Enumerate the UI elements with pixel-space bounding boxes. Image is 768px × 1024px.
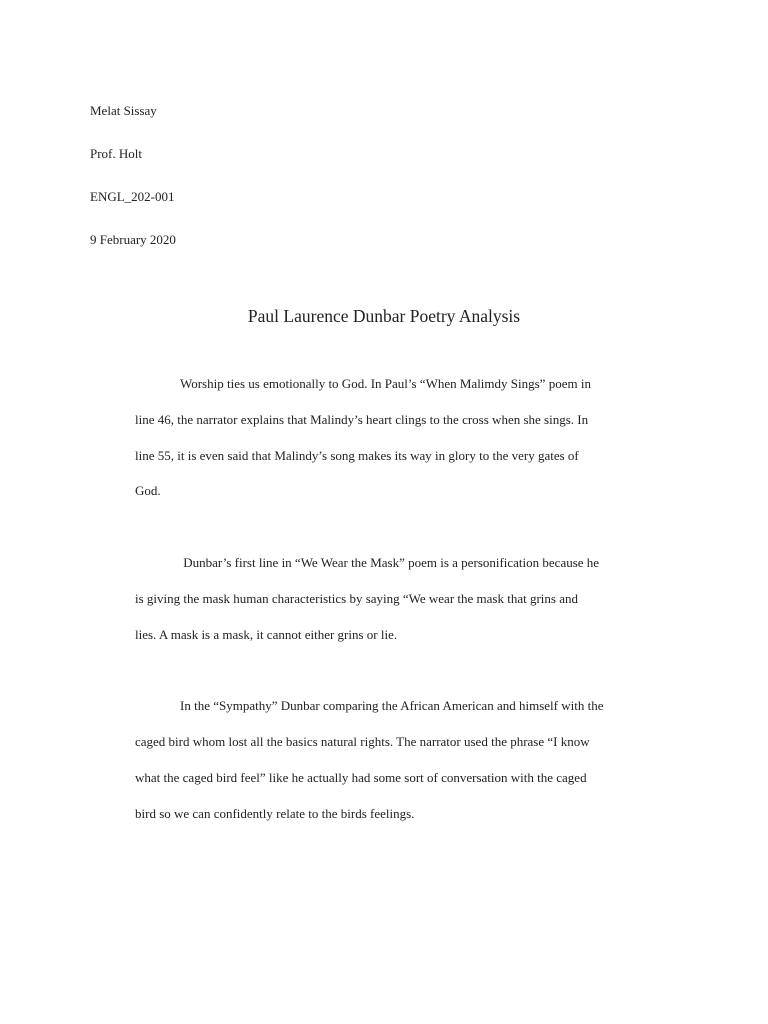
paragraph-line: line 46, the narrator explains that Malindy’s heart clings to the cross when she sings. In (135, 411, 589, 427)
paragraph-line: Worship ties us emotionally to God. In Paul’s “When Malimdy Sings” poem in (180, 376, 591, 391)
document-title: Paul Laurence Dunbar Poetry Analysis (247, 306, 521, 326)
paragraph-1 (135, 366, 683, 509)
header-block (90, 89, 690, 261)
author-name: Melat Sissay (90, 103, 157, 118)
paragraph-line: lies. A mask is a mask, it cannot either grins or lie. (135, 626, 398, 642)
paragraph-line: Dunbar’s first line in “We Wear the Mask” poem is a personification because he (180, 554, 600, 570)
paragraph-spacer (135, 509, 683, 545)
paragraph-line: In the “Sympathy” Dunbar comparing the African American and himself with the (180, 698, 604, 714)
paragraph-line: what the caged bird feel” like he actually had some sort of conversation with the caged (135, 769, 587, 785)
paragraph-line: bird so we can confidently relate to the birds feelings. (135, 805, 415, 821)
paragraph-2 (135, 545, 683, 652)
paragraph-line: line 55, it is even said that Malindy’s song makes its way in glory to the very gates of (135, 447, 579, 463)
paragraph-3 (135, 688, 683, 831)
document-date: 9 February 2020 (90, 232, 176, 247)
paragraph-line: caged bird whom lost all the basics natural rights. The narrator used the phrase “I know (135, 733, 590, 749)
professor-name: Prof. Holt (90, 146, 142, 161)
paragraph-spacer (135, 652, 683, 688)
course-code: ENGL_202-001 (90, 189, 175, 204)
paragraph-line: is giving the mask human characteristics by saying “We wear the mask that grins and (135, 590, 578, 606)
paragraph-line: God. (135, 483, 161, 499)
document-body (135, 366, 683, 831)
